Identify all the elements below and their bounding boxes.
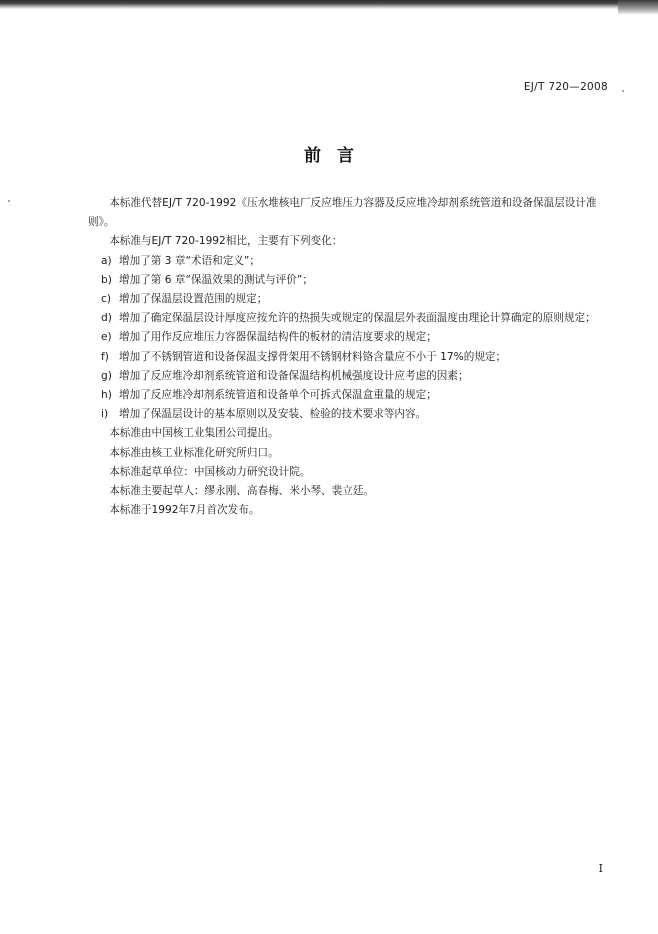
list-item	[88, 252, 616, 271]
list-marker: h)	[101, 389, 112, 402]
standard-code: EJ/T 720—2008	[523, 81, 608, 93]
scan-speck	[622, 90, 624, 92]
paragraph: 本标准于1992年7月首次发布。	[109, 504, 260, 517]
paragraph: 本标准由核工业标准化研究所归口。	[109, 446, 279, 459]
page-number: I	[598, 862, 603, 875]
scan-speck	[8, 200, 10, 202]
page-title: 前言	[304, 146, 370, 166]
list-item-text: 增加了第 3 章“术语和定义”；	[119, 254, 260, 267]
list-item	[88, 348, 616, 367]
scan-edge-shadow	[0, 0, 658, 9]
list-marker: d)	[101, 312, 112, 325]
list-marker: e)	[101, 331, 112, 344]
list-item-text: 增加了反应堆冷却剂系统管道和设备单个可拆式保温盒重量的规定；	[119, 389, 437, 402]
changes-list	[88, 252, 616, 425]
foreword-body	[88, 194, 616, 520]
list-item-text: 增加了第 6 章“保温效果的测试与评价”；	[119, 273, 313, 286]
list-marker: i)	[101, 408, 109, 421]
paragraph: 本标准由中国核工业集团公司提出。	[109, 427, 279, 440]
list-item	[88, 271, 616, 290]
list-item-text: 增加了保温层设置范围的规定；	[119, 293, 268, 306]
list-item	[88, 290, 616, 309]
paragraph: 本标准代替EJ/T 720-1992《压水堆核电厂反应堆压力容器及反应堆冷却剂系统管道和设备保温层设计准则》。	[88, 197, 597, 229]
list-marker: f)	[101, 350, 109, 363]
scan-corner-shadow	[618, 0, 658, 14]
list-marker: g)	[101, 369, 112, 382]
list-item-text: 增加了反应堆冷却剂系统管道和设备保温结构机械强度设计应考虑的因素；	[119, 369, 469, 382]
paragraph: 本标准主要起草人：缪永刚、高春梅、米小琴、裴立廷。	[109, 485, 375, 498]
list-marker: b)	[101, 273, 112, 286]
list-item	[88, 405, 616, 424]
list-item	[88, 367, 616, 386]
list-item	[88, 309, 616, 328]
list-item	[88, 386, 616, 405]
list-marker: a)	[101, 254, 112, 267]
list-item	[88, 328, 616, 347]
list-marker: c)	[101, 293, 111, 306]
list-item-text: 增加了用作反应堆压力容器保温结构件的板材的清洁度要求的规定；	[119, 331, 437, 344]
list-item-text: 增加了保温层设计的基本原则以及安装、检验的技术要求等内容。	[119, 408, 427, 421]
paragraph: 本标准起草单位：中国核动力研究设计院。	[109, 465, 311, 478]
list-item-text: 增加了不锈钢管道和设备保温支撑骨架用不锈钢材料铬含量应不小于 17%的规定；	[119, 350, 507, 363]
list-item-text: 增加了确定保温层设计厚度应按允许的热损失或规定的保温层外表面温度由理论计算确定的原则规定；	[119, 312, 596, 325]
paragraph: 本标准与EJ/T 720-1992相比，主要有下列变化：	[109, 235, 343, 248]
